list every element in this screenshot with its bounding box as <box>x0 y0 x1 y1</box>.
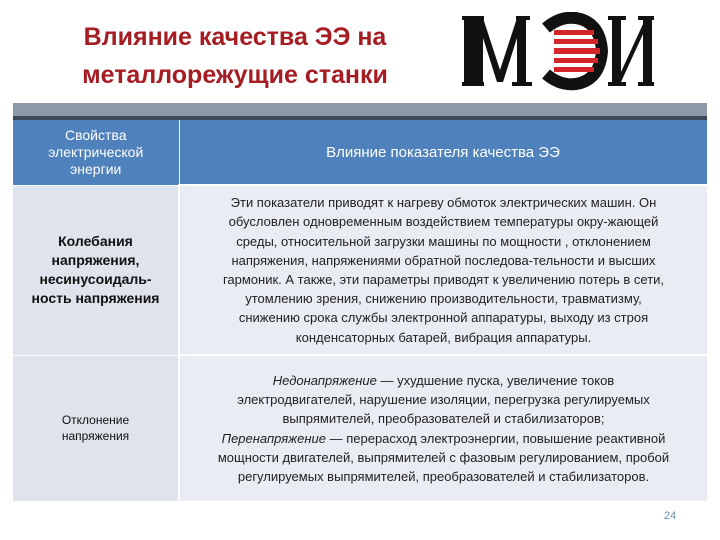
row-effect-line <box>186 429 701 448</box>
logo-letter-e <box>546 18 602 85</box>
row-property-line: ность напряжения <box>31 290 160 306</box>
row-effect-line: регулируемых выпрямителей, преобразователей и стабилизаторов. <box>237 468 650 484</box>
row-effect-line: конденсаторных батарей, вибрация аппаратуры. <box>295 329 592 345</box>
row-effect-line: утомлению зрения, снижению производительности, травматизму, <box>245 291 642 307</box>
row-effect-line: обусловлен одновременным воздействием температуры окру-жающей <box>228 214 659 230</box>
row-property-line: несинусоидаль- <box>39 271 152 287</box>
row-effect-line: снижению срока службы электронной аппаратуры, выходу из строя <box>238 310 649 326</box>
header-property-line: Свойства <box>65 126 127 143</box>
overvoltage-text: — перерасход электроэнергии, повышение реактивной <box>325 430 666 446</box>
row-effect-line <box>186 371 701 390</box>
header-effect: Влияние показателя качества ЭЭ <box>179 120 707 185</box>
header-property-line: энергии <box>70 160 122 177</box>
page-number: 24 <box>664 510 677 522</box>
row-effect-line: мощности двигателей, выпрямителей с фазовым регулированием, пробой <box>217 449 670 465</box>
row-effect-line: выпрямителей, преобразователей и стабилизаторов; <box>282 411 605 427</box>
undervoltage-term: Недонапряжение <box>272 372 377 388</box>
overvoltage-term: Перенапряжение <box>221 430 326 446</box>
header-property-line: электрической <box>48 143 144 160</box>
logo-letter-i <box>608 16 654 86</box>
row-property-line: напряжения <box>61 429 130 444</box>
row-effect-line: Эти показатели приводят к нагреву обмоток электрических машин. Он <box>230 195 657 211</box>
row-property-line: Колебания <box>58 233 133 249</box>
table-row <box>13 185 707 355</box>
row-property <box>13 355 179 501</box>
slide-title-line-1: Влияние качества ЭЭ на <box>83 23 387 51</box>
mei-logo <box>462 12 654 94</box>
table-row <box>13 355 707 501</box>
quality-impact-table <box>13 120 708 501</box>
row-effect-line: электродвигателей, нарушение изоляции, перегрузка регулируемых <box>237 392 650 408</box>
row-property-line: Отклонение <box>61 413 130 428</box>
row-effect-line: среды, относительной загрузки машины по мощности , отклонением <box>236 233 651 249</box>
undervoltage-text: — ухудшение пуска, увеличение токов <box>376 372 615 388</box>
header-property <box>13 120 179 185</box>
slide-title <box>30 18 440 94</box>
row-property <box>13 185 179 355</box>
logo-letter-m <box>462 16 532 86</box>
slide-title-line-2: металлорежущие станки <box>82 61 388 89</box>
row-effect <box>179 185 707 355</box>
row-effect-line: напряжения, напряжениями обратной последова-тельности и высших <box>231 252 656 268</box>
row-property-line: напряжения, <box>51 252 140 268</box>
table-header-row <box>13 120 707 185</box>
row-effect-line: гармоник. А также, эти параметры приводят к увеличению потерь в сети, <box>222 272 665 287</box>
row-effect <box>179 355 707 501</box>
